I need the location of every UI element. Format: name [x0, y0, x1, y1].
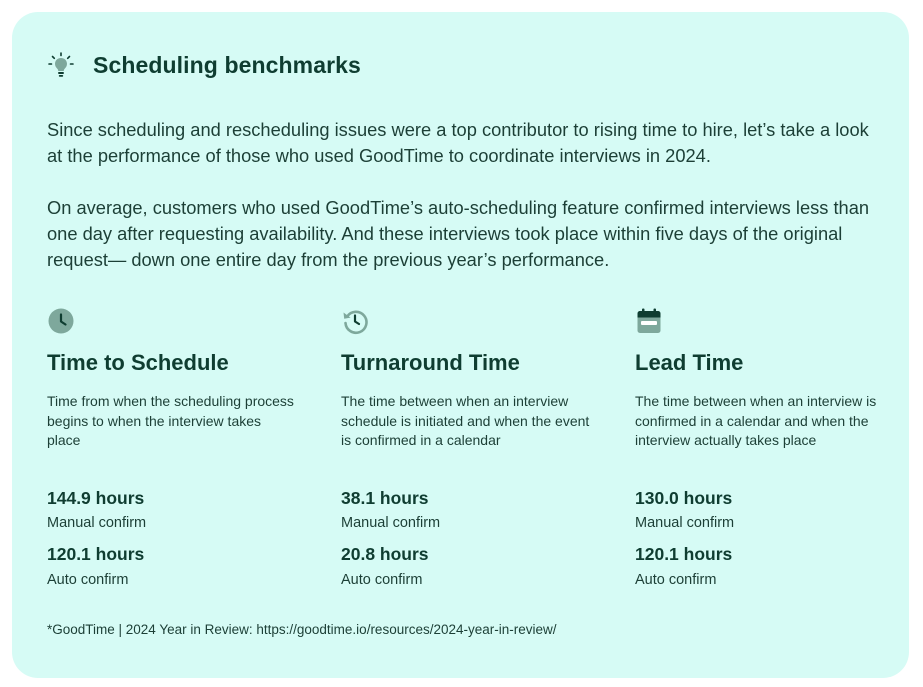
- auto-confirm-label: Auto confirm: [341, 572, 423, 588]
- intro-paragraph-2: On average, customers who used GoodTime’s auto-scheduling feature confirmed interviews less than one day after requesting availability. And these interviews took place within five days of the original request— down one entire day from the previous year’s performance.: [47, 197, 870, 270]
- manual-confirm-value: 38.1 hours: [341, 488, 429, 508]
- manual-confirm-label: Manual confirm: [341, 515, 441, 531]
- manual-confirm-value: 144.9 hours: [47, 488, 145, 508]
- metric-lead-time: [635, 307, 885, 590]
- benchmarks-card: [12, 12, 909, 678]
- metric-time-to-schedule: [47, 307, 297, 590]
- metric-turnaround-time: [341, 307, 591, 590]
- manual-confirm-label: Manual confirm: [635, 515, 735, 531]
- metric-title: Time to Schedule: [47, 350, 229, 375]
- clock-icon: [47, 307, 75, 335]
- history-icon: [341, 307, 369, 335]
- manual-confirm-label: Manual confirm: [47, 515, 147, 531]
- auto-confirm-label: Auto confirm: [47, 572, 129, 588]
- source-footnote: *GoodTime | 2024 Year in Review: https://goodtime.io/resources/2024-year-in-review/: [47, 622, 557, 637]
- metric-description: The time between when an interview is confirmed in a calendar and when the interview actually takes place: [635, 393, 877, 449]
- calendar-icon: [635, 307, 663, 335]
- metric-description: The time between when an interview schedule is initiated and when the event is confirmed in a calendar: [341, 393, 590, 449]
- card-header: [47, 50, 361, 80]
- auto-confirm-label: Auto confirm: [635, 572, 717, 588]
- lightbulb-icon: [47, 51, 75, 79]
- auto-confirm-value: 120.1 hours: [635, 544, 733, 564]
- auto-confirm-value: 20.8 hours: [341, 544, 429, 564]
- manual-confirm-value: 130.0 hours: [635, 488, 733, 508]
- metric-description: Time from when the scheduling process begins to when the interview takes place: [47, 393, 294, 449]
- card-title: Scheduling benchmarks: [93, 51, 361, 78]
- auto-confirm-value: 120.1 hours: [47, 544, 145, 564]
- metric-title: Lead Time: [635, 350, 744, 375]
- intro-paragraph-1: Since scheduling and rescheduling issues were a top contributor to rising time to hire, let’s take a look at the performance of those who used GoodTime to coordinate interviews in 2024.: [47, 119, 869, 166]
- intro-text: [47, 117, 887, 299]
- metric-title: Turnaround Time: [341, 350, 520, 375]
